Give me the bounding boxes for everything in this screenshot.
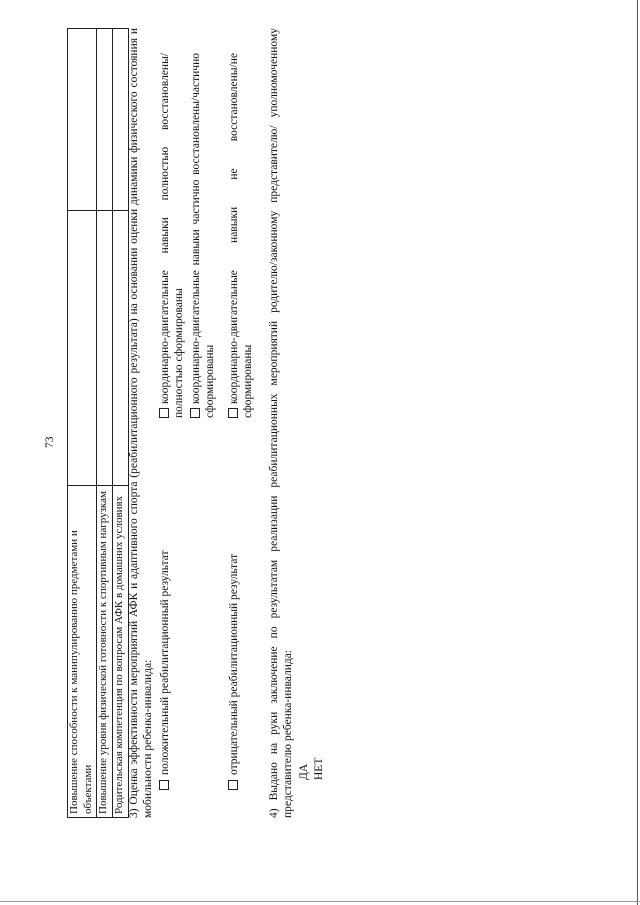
not-restored-label: координарно-двигательные навыки не восстановлены/не сформированы	[228, 53, 255, 418]
table-row	[112, 29, 128, 818]
table-cell-empty	[96, 211, 112, 486]
positive-result-option	[158, 550, 172, 790]
checkbox-not-restored[interactable]	[228, 408, 238, 418]
page-number: 73	[44, 436, 56, 448]
table-cell-empty	[68, 29, 97, 211]
scan-edge-right	[637, 0, 638, 905]
checkbox-fully-restored[interactable]	[159, 408, 169, 418]
positive-result-label: положительный реабилитационный результат	[159, 550, 171, 775]
negative-sub-option	[227, 53, 256, 418]
table-cell-empty	[112, 211, 128, 486]
table-cell-empty	[112, 29, 128, 211]
table-cell-label: Повышение способности к манипулированию предметами и объектами	[68, 486, 97, 818]
answer-yes[interactable]: ДА	[298, 763, 310, 780]
positive-sub-option-partial	[189, 53, 218, 418]
indicators-table	[67, 28, 129, 818]
table-cell-empty	[68, 211, 97, 486]
table-row	[68, 29, 97, 818]
negative-result-label: отрицательный реабилитационный результат	[228, 553, 240, 775]
checkbox-positive-result[interactable]	[159, 780, 169, 790]
fully-restored-label: координарно-двигательные навыки полностью восстановлены/полностью сформированы	[159, 53, 186, 418]
table-row	[96, 29, 112, 818]
table-cell-empty	[96, 29, 112, 211]
partially-restored-label: координарно-двигательные навыки частично восстановлены/частично сформированы	[190, 53, 217, 418]
answer-options	[297, 758, 327, 780]
negative-result-option	[227, 554, 241, 790]
scan-edge-bottom	[0, 901, 640, 902]
checkbox-partially-restored[interactable]	[190, 408, 200, 418]
section-4-text: 4) Выдано на руки заключение по результатам реализации реабилитационных мероприятий родителю/законному представителю/ уполномоченному представителю ребенка-инвалида:	[268, 28, 295, 818]
checkbox-negative-result[interactable]	[228, 780, 238, 790]
rotated-page	[5, 18, 595, 878]
positive-sub-option-full	[158, 53, 187, 418]
section-3-heading: 3) Оценка эффективности мероприятий АФК и адаптивного спорта (реабилитационного результата) на основании оценки динамики физического состояния и мобильности ребенка-инвалида:	[128, 28, 155, 818]
answer-no[interactable]: НЕТ	[312, 757, 325, 780]
table-cell-label: Повышение уровня физической готовности к спортивным нагрузкам	[96, 486, 112, 818]
table-cell-label: Родительская компетенция по вопросам АФК в домашних условиях	[112, 486, 128, 818]
